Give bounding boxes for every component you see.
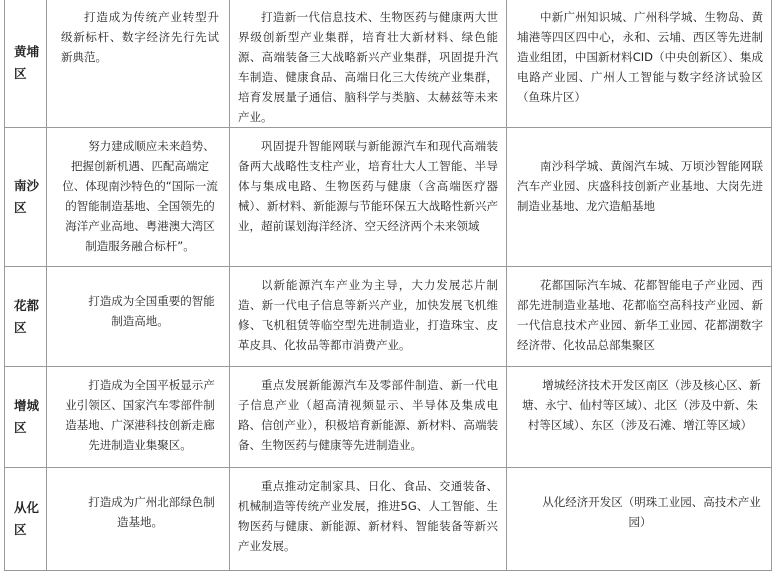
district-name: 南沙区 bbox=[5, 128, 47, 267]
industries-text: 重点发展新能源汽车及零部件制造、新一代电子信息产业（超高清视频显示、半导体及集成电路、信创产业），积极培育新能源、新材料、高端装备、生物医药与健康等先进制造业。 bbox=[238, 378, 498, 452]
industries-text: 以新能源汽车产业为主导，大力发展芯片制造、新一代电子信息等新兴产业，加快发展飞机维修、飞机租赁等临空型先进制造业，打造珠宝、皮革皮具、化妆品等都市消费产业。 bbox=[238, 278, 498, 352]
industries-text: 重点推动定制家具、日化、食品、交通装备、机械制造等传统产业发展，推进5G、人工智能、生物医药与健康、新能源、新材料、智能装备等新兴产业发展。 bbox=[238, 479, 498, 553]
positioning-text: 打造成为全国重要的智能制造高地。 bbox=[88, 294, 215, 328]
parks-text: 南沙科学城、黄阁汽车城、万顷沙智能网联汽车产业园、庆盛科技创新产业基地、大岗先进制造业基地、龙穴造船基地 bbox=[517, 159, 763, 213]
positioning-text: 打造成为传统产业转型升级新标杆、数字经济先行先试新典范。 bbox=[61, 10, 219, 64]
district-name: 花都区 bbox=[5, 267, 47, 367]
district-name: 黄埔区 bbox=[5, 0, 47, 128]
parks-text: 中新广州知识城、广州科学城、生物岛、黄埔港等四区四中心，永和、云埔、西区等先进制造业组团，中国新材料CID（中央创新区）、集成电路产业园、广州人工智能与数字经济试验区（鱼珠片区） bbox=[517, 10, 763, 104]
table-row bbox=[5, 468, 772, 571]
parks-text: 从化经济开发区（明珠工业园、高技术产业园） bbox=[542, 495, 761, 529]
table-row bbox=[5, 367, 772, 468]
district-name: 增城区 bbox=[5, 367, 47, 468]
positioning-text: 努力建成顺应未来趋势、把握创新机遇、匹配高端定位、体现南沙特色的“国际一流的智能制造基地、全国领先的海洋产业高地、粤港澳大湾区制造服务融合标杆”。 bbox=[62, 139, 218, 253]
table-row bbox=[5, 128, 772, 267]
positioning-text: 打造成为广州北部绿色制造基地。 bbox=[88, 495, 215, 529]
table-row bbox=[5, 0, 772, 128]
district-name: 从化区 bbox=[5, 468, 47, 571]
district-industry-table bbox=[4, 0, 772, 571]
positioning-text: 打造成为全国平板显示产业引领区、国家汽车零部件制造基地、广深港科技创新走廊先进制造业集聚区。 bbox=[65, 378, 215, 452]
industries-text: 打造新一代信息技术、生物医药与健康两大世界级创新型产业集群，培育壮大新材料、绿色能源、高端装备三大战略新兴产业集群，巩固提升汽车制造、健康食品、高端日化三大传统产业集群，培育发展量子通信、脑科学与类脑、太赫兹等未来产业。 bbox=[238, 10, 498, 124]
industries-text: 巩固提升智能网联与新能源汽车和现代高端装备两大战略性支柱产业，培育壮大人工智能、半导体与集成电路、生物医药与健康（含高端医疗器械）、新材料、新能源与节能环保五大战略性新兴产业，超前谋划海洋经济、空天经济两个未来领域 bbox=[238, 139, 498, 233]
table-row bbox=[5, 267, 772, 367]
parks-text: 花都国际汽车城、花都智能电子产业园、西部先进制造业基地、花都临空高科技产业园、新一代信息技术产业园、新华工业园、花都湖数字经济带、化妆品总部集聚区 bbox=[517, 278, 763, 352]
parks-text: 增城经济技术开发区南区（涉及核心区、新塘、永宁、仙村等区域）、北区（涉及中新、朱村等区域）、东区（涉及石滩、增江等区域） bbox=[522, 378, 761, 432]
